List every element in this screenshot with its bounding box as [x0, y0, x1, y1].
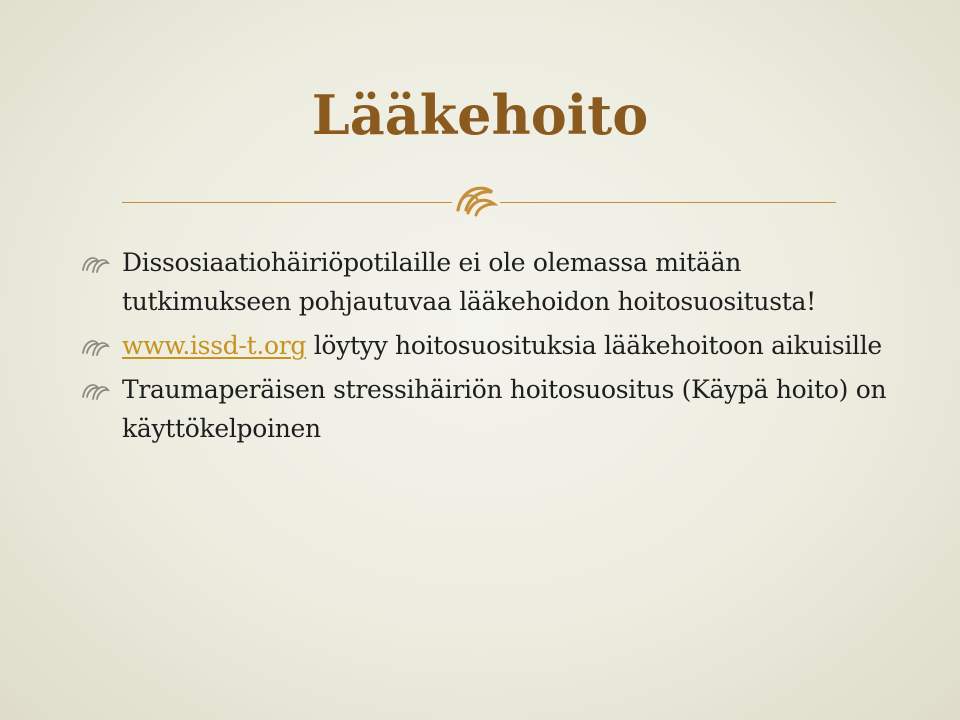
swirl-ornament-icon: [452, 180, 500, 220]
divider-line-left: [122, 202, 452, 203]
bullet-item: [80, 326, 900, 365]
bullet-list: [80, 243, 900, 453]
issd-link[interactable]: www.issd-t.org: [122, 331, 307, 360]
bullet-text: löytyy hoitosuosituksia lääkehoitoon aikuisille: [306, 331, 882, 360]
bullet-item: [80, 370, 900, 448]
double-swirl-bullet-icon: [80, 379, 112, 401]
title-divider: [122, 180, 836, 220]
bullet-item: [80, 243, 900, 321]
bullet-text: Traumaperäisen stressihäiriön hoitosuositus (Käypä hoito) on käyttökelpoinen: [122, 375, 887, 443]
slide-title: Lääkehoito: [311, 83, 649, 147]
double-swirl-bullet-icon: [80, 252, 112, 274]
double-swirl-bullet-icon: [80, 335, 112, 357]
bullet-text: Dissosiaatiohäiriöpotilaille ei ole olemassa mitään tutkimukseen pohjautuvaa lääkehoidon hoitosuositusta!: [122, 248, 816, 316]
divider-line-right: [500, 202, 836, 203]
